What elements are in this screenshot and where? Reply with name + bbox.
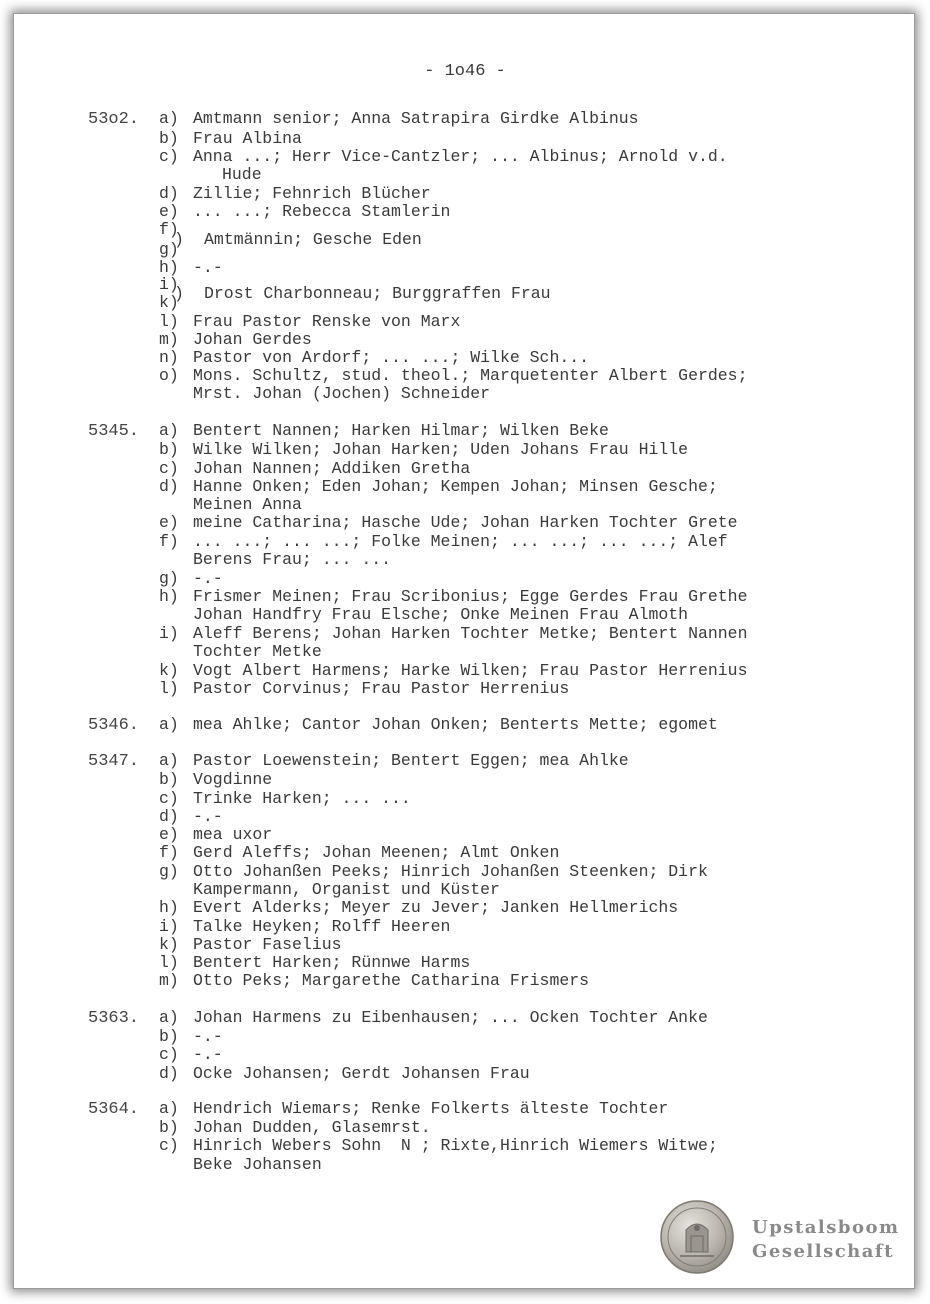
line-letter: i)	[159, 624, 179, 643]
line-text: mea uxor	[193, 825, 273, 844]
line-text: -.-	[193, 569, 223, 588]
line-text: Hinrich Webers Sohn N ; Rixte,Hinrich Wiemers Witwe;	[193, 1136, 718, 1155]
line-text: Otto Peks; Margarethe Catharina Frismers	[193, 971, 590, 990]
line-letter: l)	[159, 312, 179, 331]
line-text: -.-	[193, 258, 223, 277]
line-text: Amtmann senior; Anna Satrapira Girdke Albinus	[193, 109, 639, 128]
entry-number: 5346.	[88, 716, 140, 735]
line-text: Otto Johanßen Peeks; Hinrich Johanßen Steenken; Dirk	[193, 862, 708, 881]
line-text: Beke Johansen	[193, 1155, 322, 1174]
line-letter: b)	[159, 770, 179, 789]
line-letter: f)	[159, 220, 179, 239]
line-letter: b)	[159, 440, 179, 459]
line-text: )	[174, 230, 194, 249]
entry-number: 5347.	[88, 752, 140, 771]
line-letter: c)	[159, 459, 179, 478]
line-text: Wilke Wilken; Johan Harken; Uden Johans Frau Hille	[193, 440, 689, 459]
line-letter: m)	[159, 330, 179, 349]
line-text: ... ...; Rebecca Stamlerin	[193, 202, 451, 221]
line-letter: c)	[159, 1136, 179, 1155]
line-letter: c)	[159, 1045, 179, 1064]
line-letter: k)	[159, 935, 179, 954]
brand-text	[752, 1216, 900, 1264]
line-text: Vogt Albert Harmens; Harke Wilken; Frau Pastor Herrenius	[193, 661, 748, 680]
line-text: Johan Handfry Frau Elsche; Onke Meinen Frau Almoth	[193, 605, 689, 624]
line-text: -.-	[193, 1045, 223, 1064]
line-letter: k)	[159, 661, 179, 680]
line-letter: a)	[159, 109, 179, 128]
entry-number: 53o2.	[88, 110, 140, 129]
line-text: mea Ahlke; Cantor Johan Onken; Benterts Mette; egomet	[193, 715, 718, 734]
line-letter: i)	[159, 917, 179, 936]
line-letter: f)	[159, 843, 179, 862]
line-text: Berens Frau; ... ...	[193, 550, 392, 569]
line-text: Vogdinne	[193, 770, 273, 789]
line-text: Kampermann, Organist und Küster	[193, 880, 500, 899]
line-text: -.-	[193, 807, 223, 826]
line-letter: a)	[159, 1099, 179, 1118]
line-letter: c)	[159, 147, 179, 166]
line-text: Anna ...; Herr Vice-Cantzler; ... Albinus; Arnold v.d.	[193, 147, 728, 166]
line-text: meine Catharina; Hasche Ude; Johan Harken Tochter Grete	[193, 513, 738, 532]
line-letter: k)	[159, 293, 179, 312]
line-text: -.-	[193, 1027, 223, 1046]
line-letter: a)	[159, 715, 179, 734]
line-text: Zillie; Fehnrich Blücher	[193, 184, 431, 203]
brand-line2: Gesellschaft	[752, 1241, 894, 1262]
line-text: Hude	[222, 165, 262, 184]
line-text: Frau Pastor Renske von Marx	[193, 312, 461, 331]
line-text: Hanne Onken; Eden Johan; Kempen Johan; Minsen Gesche;	[193, 477, 718, 496]
line-letter: a)	[159, 1008, 179, 1027]
line-text: Drost Charbonneau; Burggraffen Frau	[204, 284, 551, 303]
line-text: Johan Harmens zu Eibenhausen; ... Ocken Tochter Anke	[193, 1008, 708, 1027]
line-text: Frismer Meinen; Frau Scribonius; Egge Gerdes Frau Grethe	[193, 587, 748, 606]
line-letter: f)	[159, 532, 179, 551]
line-text: Trinke Harken; ... ...	[193, 789, 411, 808]
line-letter: a)	[159, 421, 179, 440]
line-letter: b)	[159, 1118, 179, 1137]
line-text: Johan Gerdes	[193, 330, 312, 349]
line-letter: o)	[159, 366, 179, 385]
line-text: Bentert Harken; Rünnwe Harms	[193, 953, 471, 972]
line-letter: e)	[159, 202, 179, 221]
line-letter: d)	[159, 477, 179, 496]
line-letter: d)	[159, 1064, 179, 1083]
line-text: Pastor von Ardorf; ... ...; Wilke Sch...	[193, 348, 590, 367]
line-letter: a)	[159, 751, 179, 770]
line-text: Gerd Aleffs; Johan Meenen; Almt Onken	[193, 843, 560, 862]
line-text: ... ...; ... ...; Folke Meinen; ... ...; ... ...; Alef	[193, 532, 728, 551]
seal-icon	[660, 1200, 734, 1274]
document-page	[14, 14, 914, 1288]
line-letter: i)	[159, 275, 179, 294]
line-letter: l)	[159, 953, 179, 972]
line-letter: e)	[159, 513, 179, 532]
line-letter: b)	[159, 1027, 179, 1046]
line-letter: g)	[159, 862, 179, 881]
line-letter: l)	[159, 679, 179, 698]
line-text: Frau Albina	[193, 129, 302, 148]
line-letter: d)	[159, 184, 179, 203]
line-text: Mons. Schultz, stud. theol.; Marquetenter Albert Gerdes;	[193, 366, 748, 385]
line-letter: n)	[159, 348, 179, 367]
line-text: Johan Nannen; Addiken Gretha	[193, 459, 471, 478]
line-text: Ocke Johansen; Gerdt Johansen Frau	[193, 1064, 530, 1083]
line-text: Johan Dudden, Glasemrst.	[193, 1118, 431, 1137]
line-letter: e)	[159, 825, 179, 844]
line-text: Pastor Loewenstein; Bentert Eggen; mea Ahlke	[193, 751, 629, 770]
entry-number: 5345.	[88, 422, 140, 441]
line-letter: h)	[159, 258, 179, 277]
line-text: Pastor Faselius	[193, 935, 342, 954]
line-text: )	[174, 284, 194, 303]
line-text: Tochter Metke	[193, 642, 322, 661]
entry-number: 5364.	[88, 1100, 140, 1119]
line-letter: h)	[159, 898, 179, 917]
line-letter: h)	[159, 587, 179, 606]
entry-number: 5363.	[88, 1009, 140, 1028]
line-text: Hendrich Wiemars; Renke Folkerts älteste Tochter	[193, 1099, 669, 1118]
line-letter: g)	[159, 569, 179, 588]
line-text: Mrst. Johan (Jochen) Schneider	[193, 384, 491, 403]
line-text: Evert Alderks; Meyer zu Jever; Janken Hellmerichs	[193, 898, 679, 917]
line-text: Meinen Anna	[193, 495, 302, 514]
page-number: - 1o46 -	[424, 62, 506, 81]
line-letter: g)	[159, 240, 179, 259]
line-letter: d)	[159, 807, 179, 826]
brand-line1: Upstalsboom	[752, 1217, 900, 1238]
line-text: Aleff Berens; Johan Harken Tochter Metke; Bentert Nannen	[193, 624, 748, 643]
line-letter: m)	[159, 971, 179, 990]
line-letter: c)	[159, 789, 179, 808]
line-letter: b)	[159, 129, 179, 148]
line-text: Pastor Corvinus; Frau Pastor Herrenius	[193, 679, 570, 698]
line-text: Amtmännin; Gesche Eden	[204, 230, 422, 249]
line-text: Talke Heyken; Rolff Heeren	[193, 917, 451, 936]
line-text: Bentert Nannen; Harken Hilmar; Wilken Beke	[193, 421, 609, 440]
